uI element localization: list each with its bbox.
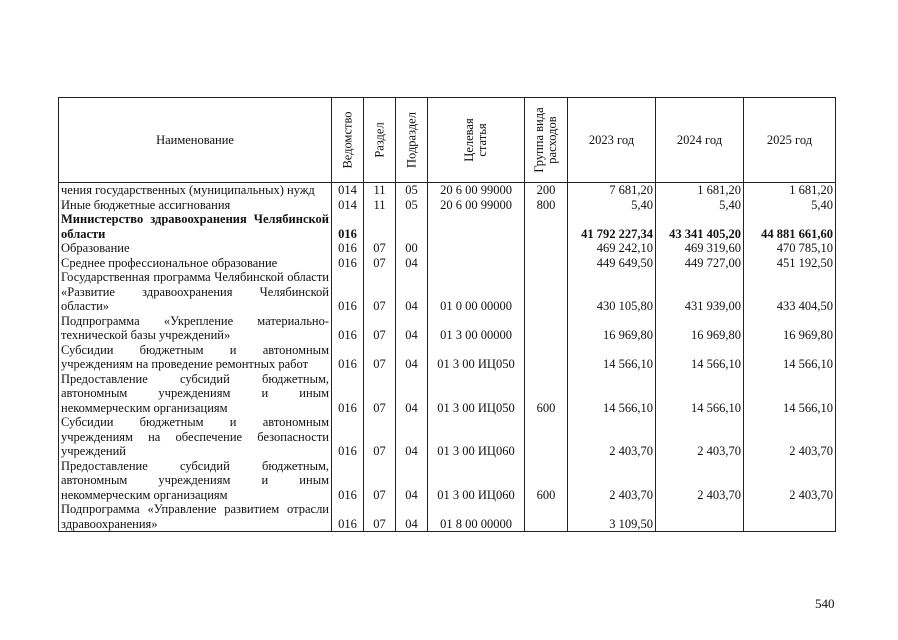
row-razdel: 07 bbox=[364, 343, 396, 372]
row-name: чения государственных (муниципальных) нужд bbox=[59, 183, 332, 198]
row-razdel: 07 bbox=[364, 415, 396, 459]
row-celevaya-statya bbox=[428, 212, 525, 241]
row-gruppa bbox=[525, 256, 568, 271]
row-gruppa bbox=[525, 314, 568, 343]
row-value-2025 bbox=[744, 502, 836, 532]
row-podrazdel: 05 bbox=[396, 198, 428, 213]
row-value-2023: 16 969,80 bbox=[568, 314, 656, 343]
row-razdel: 07 bbox=[364, 314, 396, 343]
row-value-2025: 1 681,20 bbox=[744, 183, 836, 198]
row-vedomstvo: 016 bbox=[332, 270, 364, 314]
row-value-2025: 433 404,50 bbox=[744, 270, 836, 314]
row-vedomstvo: 016 bbox=[332, 314, 364, 343]
row-razdel: 07 bbox=[364, 256, 396, 271]
row-name: Образование bbox=[59, 241, 332, 256]
row-value-2024: 1 681,20 bbox=[656, 183, 744, 198]
row-podrazdel: 04 bbox=[396, 343, 428, 372]
row-value-2025: 14 566,10 bbox=[744, 343, 836, 372]
row-podrazdel: 04 bbox=[396, 415, 428, 459]
row-podrazdel: 04 bbox=[396, 314, 428, 343]
row-value-2023: 41 792 227,34 bbox=[568, 212, 656, 241]
row-value-2024: 2 403,70 bbox=[656, 415, 744, 459]
row-value-2025: 16 969,80 bbox=[744, 314, 836, 343]
header-razdel: Раздел bbox=[364, 98, 396, 183]
row-value-2024 bbox=[656, 502, 744, 532]
row-value-2025: 2 403,70 bbox=[744, 459, 836, 503]
row-value-2024: 5,40 bbox=[656, 198, 744, 213]
row-podrazdel: 04 bbox=[396, 256, 428, 271]
header-name: Наименование bbox=[59, 98, 332, 183]
row-value-2024: 16 969,80 bbox=[656, 314, 744, 343]
budget-table bbox=[58, 97, 836, 532]
row-celevaya-statya: 01 0 00 00000 bbox=[428, 270, 525, 314]
row-vedomstvo: 016 bbox=[332, 212, 364, 241]
row-value-2025: 5,40 bbox=[744, 198, 836, 213]
row-value-2023: 430 105,80 bbox=[568, 270, 656, 314]
row-vedomstvo: 016 bbox=[332, 459, 364, 503]
table-row bbox=[59, 256, 836, 271]
header-year-2023: 2023 год bbox=[568, 98, 656, 183]
header-vedomstvo: Ведомство bbox=[332, 98, 364, 183]
row-celevaya-statya: 01 3 00 ИЦ050 bbox=[428, 372, 525, 416]
row-celevaya-statya: 20 6 00 99000 bbox=[428, 183, 525, 198]
table-row bbox=[59, 241, 836, 256]
row-value-2025: 470 785,10 bbox=[744, 241, 836, 256]
row-value-2023: 7 681,20 bbox=[568, 183, 656, 198]
row-name: Подпрограмма «Управление развитием отрасли здравоохранения» bbox=[59, 502, 332, 532]
row-podrazdel: 05 bbox=[396, 183, 428, 198]
row-razdel: 11 bbox=[364, 198, 396, 213]
row-value-2024: 14 566,10 bbox=[656, 343, 744, 372]
row-celevaya-statya: 20 6 00 99000 bbox=[428, 198, 525, 213]
table-row bbox=[59, 343, 836, 372]
table-row bbox=[59, 198, 836, 213]
row-razdel: 07 bbox=[364, 372, 396, 416]
table-row bbox=[59, 270, 836, 314]
row-value-2023: 469 242,10 bbox=[568, 241, 656, 256]
row-gruppa: 600 bbox=[525, 372, 568, 416]
header-gruppa-vida-rashodov: Группа вида расходов bbox=[525, 98, 568, 183]
row-value-2025: 451 192,50 bbox=[744, 256, 836, 271]
row-podrazdel: 04 bbox=[396, 502, 428, 532]
table-row bbox=[59, 502, 836, 532]
row-vedomstvo: 016 bbox=[332, 343, 364, 372]
row-razdel: 11 bbox=[364, 183, 396, 198]
row-value-2023: 3 109,50 bbox=[568, 502, 656, 532]
table-header-row bbox=[59, 98, 836, 183]
row-razdel bbox=[364, 212, 396, 241]
row-gruppa bbox=[525, 343, 568, 372]
row-name: Среднее профессиональное образование bbox=[59, 256, 332, 271]
row-value-2025: 2 403,70 bbox=[744, 415, 836, 459]
table-row bbox=[59, 183, 836, 198]
row-value-2024: 469 319,60 bbox=[656, 241, 744, 256]
table-row bbox=[59, 415, 836, 459]
row-celevaya-statya: 01 3 00 ИЦ050 bbox=[428, 343, 525, 372]
row-value-2023: 5,40 bbox=[568, 198, 656, 213]
row-razdel: 07 bbox=[364, 459, 396, 503]
row-name: Субсидии бюджетным и автономным учреждениям на обеспечение безопасности учреждений bbox=[59, 415, 332, 459]
row-value-2025: 44 881 661,60 bbox=[744, 212, 836, 241]
header-celevaya-statya: Целевая статья bbox=[428, 98, 525, 183]
row-podrazdel: 00 bbox=[396, 241, 428, 256]
row-gruppa: 800 bbox=[525, 198, 568, 213]
row-name: Субсидии бюджетным и автономным учреждениям на проведение ремонтных работ bbox=[59, 343, 332, 372]
table-row bbox=[59, 372, 836, 416]
row-gruppa: 200 bbox=[525, 183, 568, 198]
header-year-2024: 2024 год bbox=[656, 98, 744, 183]
row-value-2025: 14 566,10 bbox=[744, 372, 836, 416]
row-value-2023: 14 566,10 bbox=[568, 343, 656, 372]
row-value-2024: 43 341 405,20 bbox=[656, 212, 744, 241]
row-vedomstvo: 014 bbox=[332, 183, 364, 198]
row-gruppa bbox=[525, 415, 568, 459]
row-razdel: 07 bbox=[364, 270, 396, 314]
header-year-2025: 2025 год bbox=[744, 98, 836, 183]
row-name: Предоставление субсидий бюджетным, автономным учреждениям и иным некоммерческим организациям bbox=[59, 459, 332, 503]
row-value-2023: 14 566,10 bbox=[568, 372, 656, 416]
row-name: Государственная программа Челябинской области «Развитие здравоохранения Челябинской области» bbox=[59, 270, 332, 314]
row-vedomstvo: 016 bbox=[332, 372, 364, 416]
row-value-2023: 2 403,70 bbox=[568, 415, 656, 459]
row-razdel: 07 bbox=[364, 241, 396, 256]
row-value-2024: 2 403,70 bbox=[656, 459, 744, 503]
row-celevaya-statya: 01 8 00 00000 bbox=[428, 502, 525, 532]
row-podrazdel bbox=[396, 212, 428, 241]
row-value-2024: 431 939,00 bbox=[656, 270, 744, 314]
row-podrazdel: 04 bbox=[396, 372, 428, 416]
row-name: Подпрограмма «Укрепление материально-технической базы учреждений» bbox=[59, 314, 332, 343]
row-gruppa bbox=[525, 212, 568, 241]
row-podrazdel: 04 bbox=[396, 459, 428, 503]
row-celevaya-statya: 01 3 00 ИЦ060 bbox=[428, 415, 525, 459]
table-row bbox=[59, 459, 836, 503]
row-value-2024: 14 566,10 bbox=[656, 372, 744, 416]
header-podrazdel: Подраздел bbox=[396, 98, 428, 183]
row-gruppa bbox=[525, 270, 568, 314]
table-row bbox=[59, 212, 836, 241]
row-celevaya-statya bbox=[428, 256, 525, 271]
row-name: Министерство здравоохранения Челябинской области bbox=[59, 212, 332, 241]
row-gruppa bbox=[525, 502, 568, 532]
row-vedomstvo: 016 bbox=[332, 241, 364, 256]
row-vedomstvo: 016 bbox=[332, 502, 364, 532]
row-vedomstvo: 016 bbox=[332, 256, 364, 271]
row-celevaya-statya: 01 3 00 00000 bbox=[428, 314, 525, 343]
table-row bbox=[59, 314, 836, 343]
row-value-2024: 449 727,00 bbox=[656, 256, 744, 271]
row-gruppa bbox=[525, 241, 568, 256]
row-gruppa: 600 bbox=[525, 459, 568, 503]
row-name: Предоставление субсидий бюджетным, автономным учреждениям и иным некоммерческим организациям bbox=[59, 372, 332, 416]
row-podrazdel: 04 bbox=[396, 270, 428, 314]
row-vedomstvo: 016 bbox=[332, 415, 364, 459]
row-celevaya-statya bbox=[428, 241, 525, 256]
row-value-2023: 449 649,50 bbox=[568, 256, 656, 271]
row-name: Иные бюджетные ассигнования bbox=[59, 198, 332, 213]
row-celevaya-statya: 01 3 00 ИЦ060 bbox=[428, 459, 525, 503]
row-razdel: 07 bbox=[364, 502, 396, 532]
page-number: 540 bbox=[815, 596, 835, 611]
row-vedomstvo: 014 bbox=[332, 198, 364, 213]
row-value-2023: 2 403,70 bbox=[568, 459, 656, 503]
table-body bbox=[59, 183, 836, 532]
